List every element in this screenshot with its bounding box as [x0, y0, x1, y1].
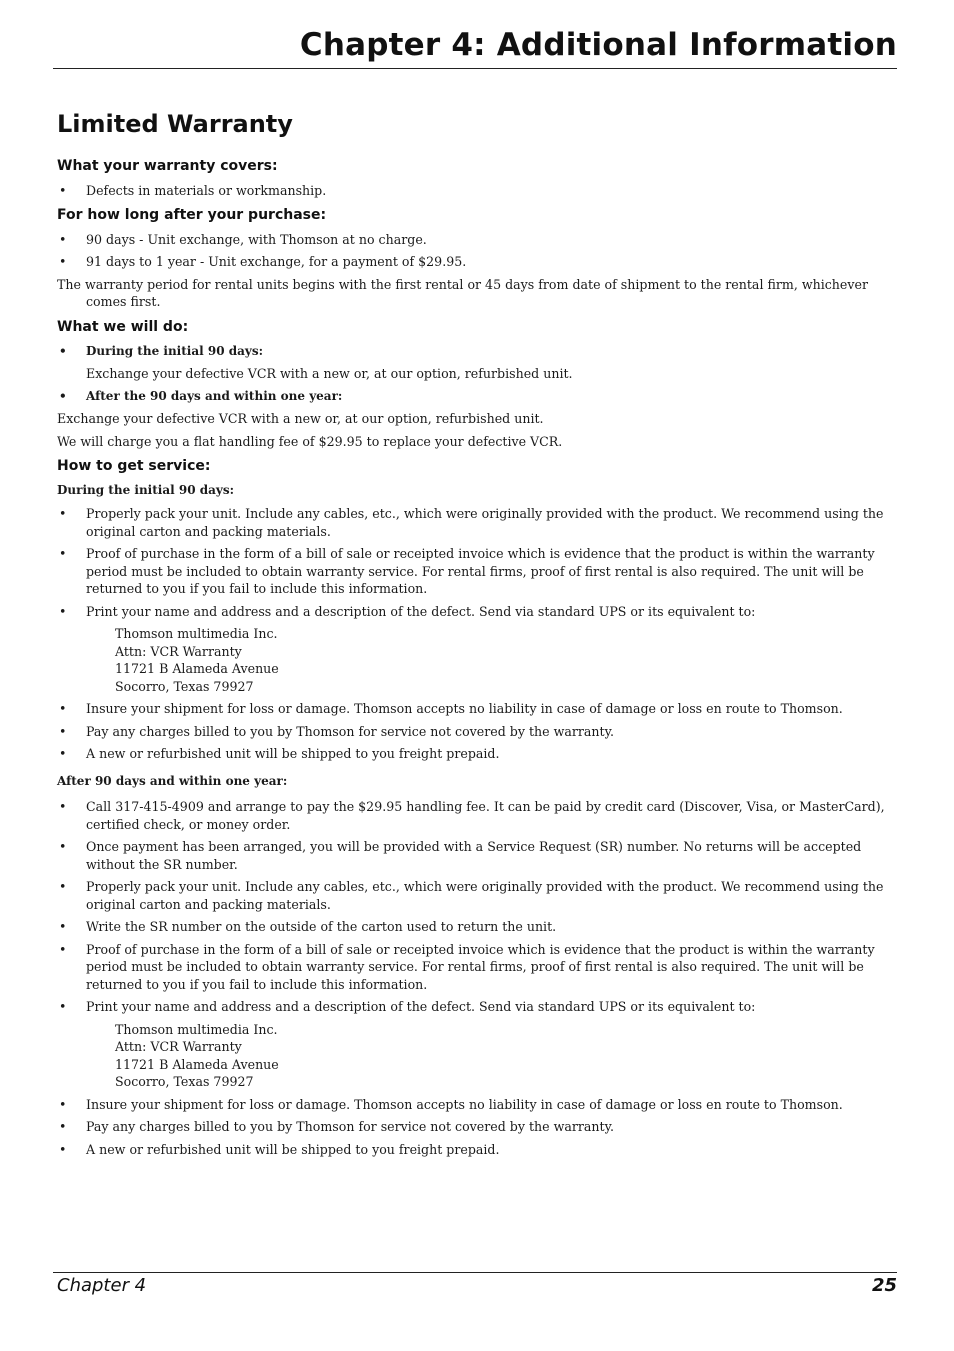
mailing-address: [57, 625, 891, 695]
will-do-list: [57, 343, 891, 361]
list-item: • 90 days - Unit exchange, with Thomson at no charge.: [57, 231, 891, 249]
rental-note: The warranty period for rental units begins with the first rental or 45 days from date of shipment to the rental firm, whichever comes first.: [57, 276, 868, 310]
list-item: • Write the SR number on the outside of the carton used to return the unit.: [57, 918, 891, 936]
chapter-title: Chapter 4: Additional Information: [299, 27, 897, 63]
address-line: Attn: VCR Warranty: [115, 643, 242, 659]
list-item: • Properly pack your unit. Include any cables, etc., which were originally provided with the product. We recommend using the original carton and packing materials.: [57, 878, 891, 913]
list-item: • During the initial 90 days:: [57, 343, 891, 361]
address-line: Socorro, Texas 79927: [115, 1074, 254, 1090]
list-item: • Call 317-415-4909 and arrange to pay the $29.95 handling fee. It can be paid by credit card (Discover, Visa, or MasterCard), certified check, or money order.: [57, 798, 891, 833]
list-item: • Print your name and address and a description of the defect. Send via standard UPS or its equivalent to:: [57, 998, 891, 1016]
header-rule: [53, 68, 897, 69]
mailing-address: [57, 1021, 891, 1091]
service-heading: How to get service:: [57, 458, 211, 475]
service-after-list: [57, 798, 891, 1016]
covers-heading: What your warranty covers:: [57, 157, 278, 174]
service-initial-list-after: [57, 700, 891, 763]
list-item: • A new or refurbished unit will be shipped to you freight prepaid.: [57, 1141, 891, 1159]
duration-heading: For how long after your purchase:: [57, 207, 327, 224]
address-line: Thomson multimedia Inc.: [115, 1021, 278, 1037]
service-initial-list: [57, 505, 891, 620]
list-item: • Pay any charges billed to you by Thomson for service not covered by the warranty.: [57, 1118, 891, 1136]
list-item: • A new or refurbished unit will be shipped to you freight prepaid.: [57, 745, 891, 763]
list-item: • Defects in materials or workmanship.: [57, 182, 891, 200]
list-item: • Pay any charges billed to you by Thomson for service not covered by the warranty.: [57, 723, 891, 741]
footer-chapter: Chapter 4: [57, 1275, 147, 1296]
page-title: Limited Warranty: [57, 110, 293, 138]
address-line: Thomson multimedia Inc.: [115, 626, 278, 642]
will-do-list-after: [57, 388, 891, 406]
will-do-heading: What we will do:: [57, 318, 189, 335]
list-item: • Insure your shipment for loss or damage. Thomson accepts no liability in case of damage or loss en route to Thomson.: [57, 700, 891, 718]
address-line: 11721 B Alameda Avenue: [115, 1056, 279, 1072]
service-after-list-after: [57, 1096, 891, 1159]
page-content: [57, 110, 891, 1163]
list-item: • Proof of purchase in the form of a bill of sale or receipted invoice which is evidence that the product is within the warranty period must be included to obtain warranty service. For rental firms, proof of first rental is also required. The unit will be returned to you if you fail to include this information.: [57, 545, 891, 598]
address-line: 11721 B Alameda Avenue: [115, 661, 279, 677]
list-item: • Print your name and address and a description of the defect. Send via standard UPS or its equivalent to:: [57, 603, 891, 621]
list-item: • Properly pack your unit. Include any cables, etc., which were originally provided with the product. We recommend using the original carton and packing materials.: [57, 505, 891, 540]
service-initial-label: During the initial 90 days:: [57, 482, 235, 497]
will-do-initial-text: Exchange your defective VCR with a new or, at our option, refurbished unit.: [86, 366, 573, 382]
address-line: Socorro, Texas 79927: [115, 678, 254, 694]
list-item: • After the 90 days and within one year:: [57, 388, 891, 406]
list-item: • 91 days to 1 year - Unit exchange, for a payment of $29.95.: [57, 253, 891, 271]
covers-list: [57, 182, 891, 200]
list-item: • Once payment has been arranged, you will be provided with a Service Request (SR) number. No returns will be accepted without the SR number.: [57, 838, 891, 873]
service-after-label: After 90 days and within one year:: [57, 773, 288, 788]
page-number: 25: [871, 1275, 897, 1296]
handling-fee-text: We will charge you a flat handling fee of $29.95 to replace your defective VCR.: [57, 433, 563, 449]
will-do-after-text: Exchange your defective VCR with a new or, at our option, refurbished unit.: [57, 411, 544, 427]
address-line: Attn: VCR Warranty: [115, 1039, 242, 1055]
list-item: • Insure your shipment for loss or damage. Thomson accepts no liability in case of damage or loss en route to Thomson.: [57, 1096, 891, 1114]
list-item: • Proof of purchase in the form of a bill of sale or receipted invoice which is evidence that the product is within the warranty period must be included to obtain warranty service. For rental firms, proof of first rental is also required. The unit will be returned to you if you fail to include this information.: [57, 941, 891, 994]
duration-list: [57, 231, 891, 271]
footer-rule: [53, 1272, 897, 1273]
